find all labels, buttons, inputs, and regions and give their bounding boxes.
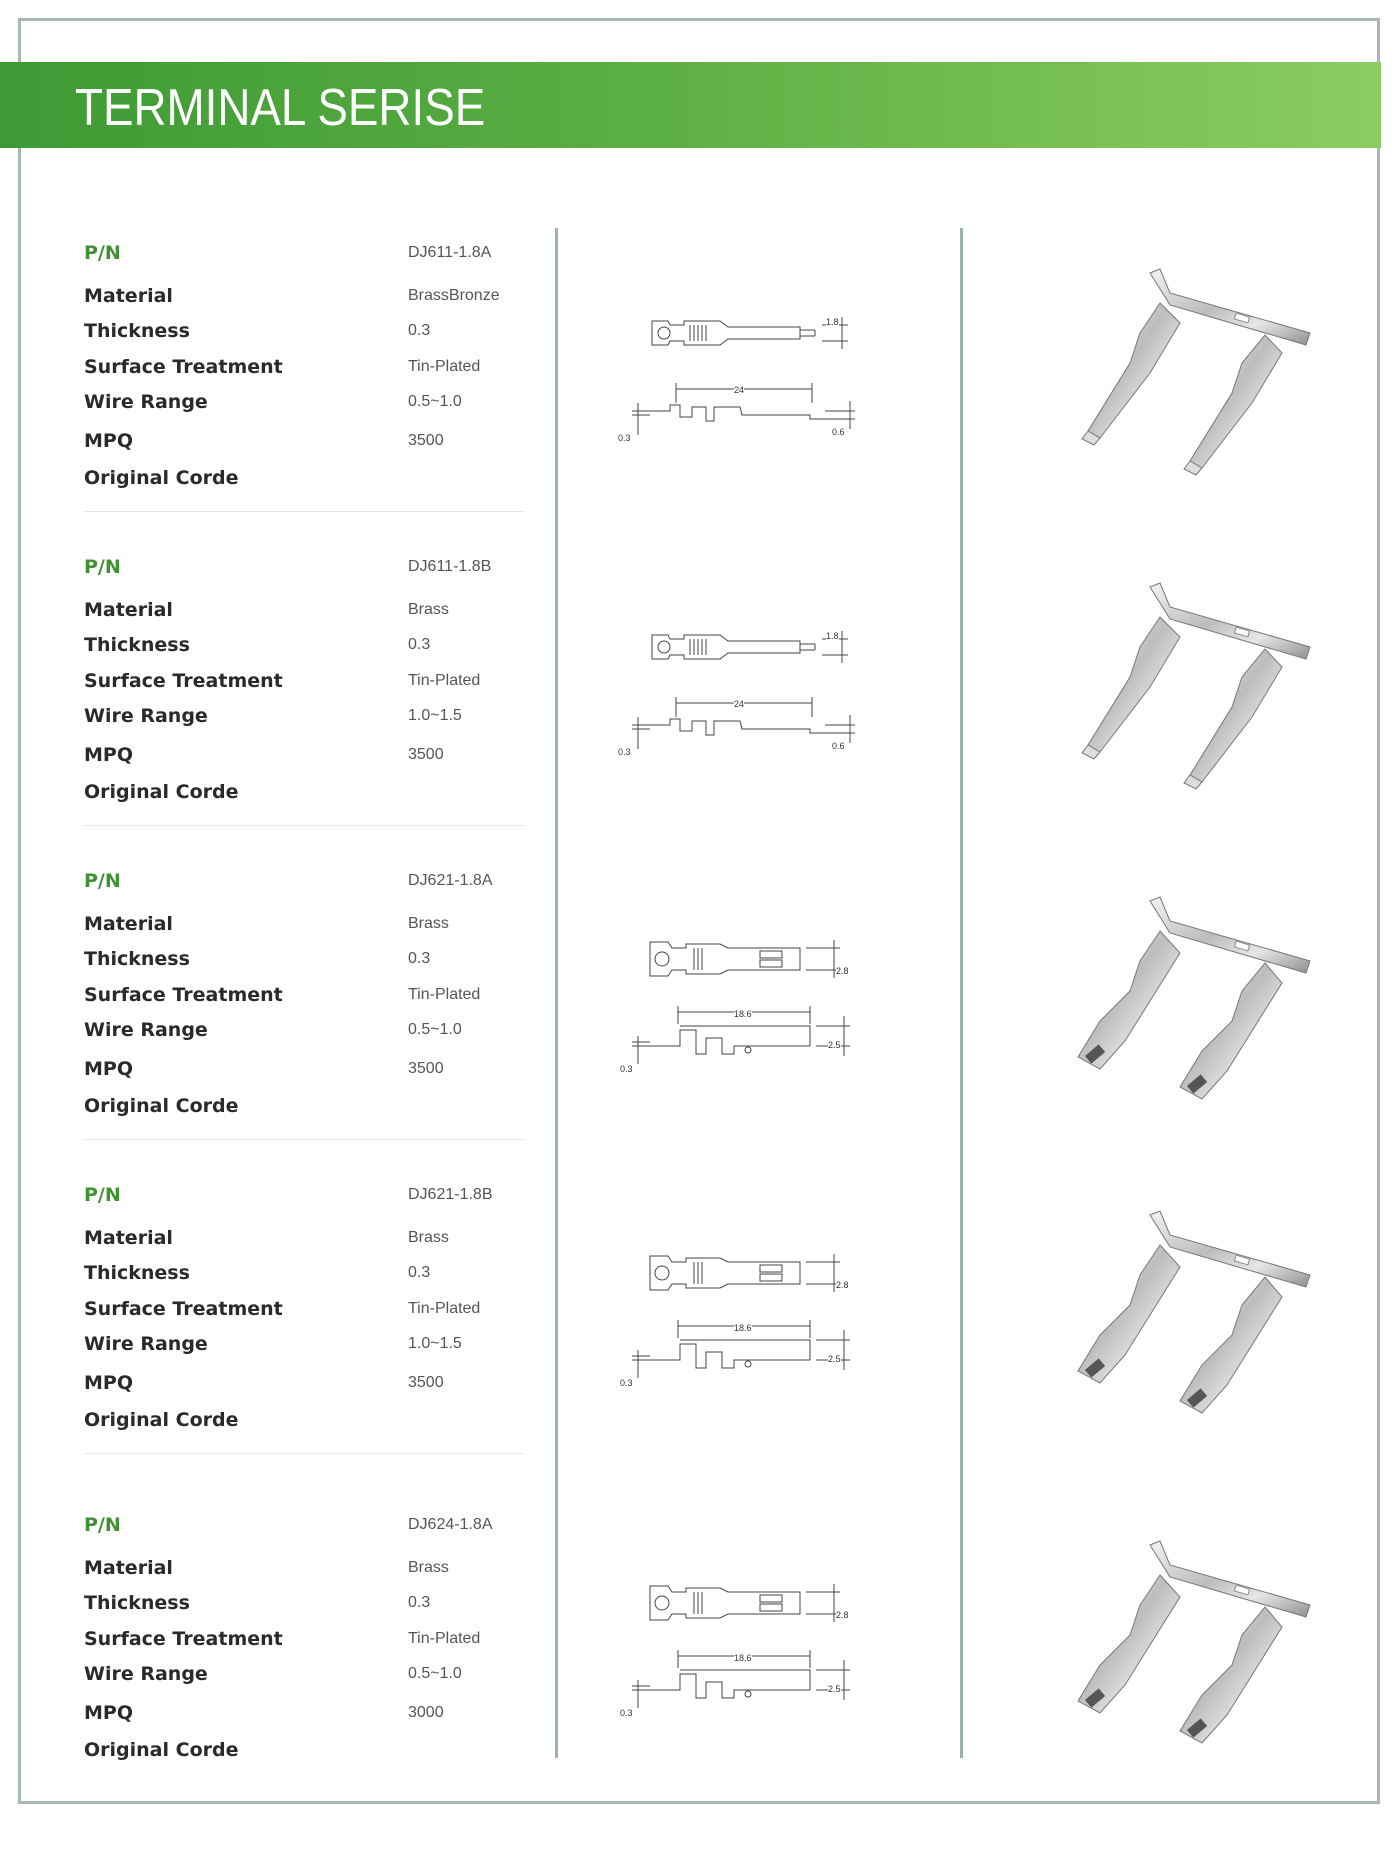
spec-label-pn: P/N <box>84 1184 121 1206</box>
spec-row-surface <box>84 1628 524 1652</box>
technical-drawing <box>610 926 910 1086</box>
spec-label-wire: Wire Range <box>84 391 208 413</box>
spec-value-mpq: 3500 <box>408 1374 444 1391</box>
spec-row-material <box>84 1557 524 1581</box>
spec-value-surface: Tin-Plated <box>408 1300 481 1317</box>
spec-row-surface <box>84 984 524 1008</box>
spec-row-orig <box>84 1409 524 1433</box>
product-photo <box>1020 1205 1320 1425</box>
dimension-label-length: 18.6 <box>734 1323 752 1333</box>
spec-row-orig <box>84 1739 524 1763</box>
spec-value-mpq: 3500 <box>408 746 444 763</box>
section-divider <box>84 1139 524 1140</box>
spec-label-orig: Original Corde <box>84 781 239 803</box>
spec-value-wire: 1.0~1.5 <box>408 1335 462 1352</box>
spec-value-wire: 1.0~1.5 <box>408 707 462 724</box>
spec-row-thickness <box>84 1592 524 1616</box>
spec-row-thickness <box>84 1262 524 1286</box>
spec-label-mpq: MPQ <box>84 430 133 452</box>
spec-row-orig <box>84 1095 524 1119</box>
spec-label-mpq: MPQ <box>84 1058 133 1080</box>
section-divider <box>84 511 524 512</box>
dimension-label-width: 2.8 <box>836 966 849 976</box>
spec-value-material: Brass <box>408 1559 449 1576</box>
dimension-label-height: 2.5 <box>828 1040 841 1050</box>
spec-value-mpq: 3500 <box>408 432 444 449</box>
spec-row-wire <box>84 391 524 415</box>
spec-row-thickness <box>84 634 524 658</box>
spec-value-thickness: 0.3 <box>408 636 431 653</box>
spec-label-material: Material <box>84 913 173 935</box>
spec-value-material: Brass <box>408 601 449 618</box>
dimension-label-thick: 0.3 <box>618 433 631 443</box>
spec-row-material <box>84 913 524 937</box>
spec-row-pn <box>84 1184 524 1208</box>
dimension-label-height: 0.6 <box>832 427 845 437</box>
spec-label-pn: P/N <box>84 242 121 264</box>
dimension-label-height: 2.5 <box>828 1354 841 1364</box>
spec-row-mpq <box>84 430 524 454</box>
product-photo <box>1020 1535 1320 1755</box>
spec-label-mpq: MPQ <box>84 1372 133 1394</box>
spec-row-mpq <box>84 1702 524 1726</box>
spec-row-pn <box>84 242 524 266</box>
spec-label-wire: Wire Range <box>84 705 208 727</box>
product-photo <box>1020 891 1320 1111</box>
spec-row-material <box>84 285 524 309</box>
dimension-label-length: 24 <box>734 699 745 709</box>
spec-row-surface <box>84 1298 524 1322</box>
spec-label-mpq: MPQ <box>84 744 133 766</box>
spec-label-orig: Original Corde <box>84 1739 239 1761</box>
spec-value-mpq: 3000 <box>408 1704 444 1721</box>
dimension-label-thick: 0.3 <box>620 1708 633 1718</box>
spec-value-thickness: 0.3 <box>408 950 431 967</box>
spec-value-pn: DJ621-1.8A <box>408 872 493 889</box>
spec-value-material: BrassBronze <box>408 287 500 304</box>
product-photo <box>1020 263 1320 483</box>
spec-row-thickness <box>84 948 524 972</box>
spec-label-wire: Wire Range <box>84 1333 208 1355</box>
spec-row-material <box>84 1227 524 1251</box>
technical-drawing <box>610 303 910 463</box>
section-divider <box>84 825 524 826</box>
spec-label-pn: P/N <box>84 556 121 578</box>
spec-value-material: Brass <box>408 915 449 932</box>
spec-row-orig <box>84 781 524 805</box>
spec-row-pn <box>84 556 524 580</box>
spec-row-mpq <box>84 1372 524 1396</box>
spec-value-mpq: 3500 <box>408 1060 444 1077</box>
spec-label-surface: Surface Treatment <box>84 1298 283 1320</box>
dimension-label-thick: 0.3 <box>618 747 631 757</box>
dimension-label-height: 0.6 <box>832 741 845 751</box>
dimension-label-length: 18.6 <box>734 1009 752 1019</box>
spec-label-mpq: MPQ <box>84 1702 133 1724</box>
dimension-label-length: 24 <box>734 385 745 395</box>
product-section <box>0 542 1400 856</box>
spec-label-material: Material <box>84 1227 173 1249</box>
dimension-label-width: 1.8 <box>826 631 839 641</box>
product-section <box>0 228 1400 542</box>
spec-row-surface <box>84 356 524 380</box>
spec-label-surface: Surface Treatment <box>84 984 283 1006</box>
spec-value-pn: DJ624-1.8A <box>408 1516 493 1533</box>
section-divider <box>84 1453 524 1454</box>
spec-row-mpq <box>84 1058 524 1082</box>
dimension-label-thick: 0.3 <box>620 1064 633 1074</box>
spec-row-orig <box>84 467 524 491</box>
spec-row-wire <box>84 705 524 729</box>
spec-label-thickness: Thickness <box>84 320 190 342</box>
spec-value-surface: Tin-Plated <box>408 1630 481 1647</box>
spec-value-wire: 0.5~1.0 <box>408 393 462 410</box>
spec-label-thickness: Thickness <box>84 1592 190 1614</box>
spec-value-thickness: 0.3 <box>408 322 431 339</box>
dimension-label-width: 2.8 <box>836 1610 849 1620</box>
dimension-label-width: 2.8 <box>836 1280 849 1290</box>
spec-value-surface: Tin-Plated <box>408 672 481 689</box>
product-section <box>0 856 1400 1170</box>
spec-label-orig: Original Corde <box>84 1095 239 1117</box>
spec-label-surface: Surface Treatment <box>84 356 283 378</box>
spec-label-wire: Wire Range <box>84 1663 208 1685</box>
spec-label-material: Material <box>84 1557 173 1579</box>
spec-label-material: Material <box>84 285 173 307</box>
spec-label-pn: P/N <box>84 870 121 892</box>
spec-value-surface: Tin-Plated <box>408 986 481 1003</box>
page-title: TERMINAL SERISE <box>75 79 486 137</box>
dimension-label-height: 2.5 <box>828 1684 841 1694</box>
spec-row-mpq <box>84 744 524 768</box>
technical-drawing <box>610 1240 910 1400</box>
spec-value-thickness: 0.3 <box>408 1594 431 1611</box>
spec-label-surface: Surface Treatment <box>84 1628 283 1650</box>
spec-row-wire <box>84 1333 524 1357</box>
spec-label-thickness: Thickness <box>84 948 190 970</box>
spec-value-wire: 0.5~1.0 <box>408 1665 462 1682</box>
product-section <box>0 1170 1400 1484</box>
spec-row-pn <box>84 1514 524 1538</box>
dimension-label-thick: 0.3 <box>620 1378 633 1388</box>
spec-value-pn: DJ611-1.8B <box>408 558 492 575</box>
spec-label-pn: P/N <box>84 1514 121 1536</box>
spec-label-orig: Original Corde <box>84 467 239 489</box>
spec-label-thickness: Thickness <box>84 1262 190 1284</box>
spec-label-orig: Original Corde <box>84 1409 239 1431</box>
spec-label-surface: Surface Treatment <box>84 670 283 692</box>
spec-value-thickness: 0.3 <box>408 1264 431 1281</box>
spec-row-surface <box>84 670 524 694</box>
spec-label-thickness: Thickness <box>84 634 190 656</box>
spec-value-wire: 0.5~1.0 <box>408 1021 462 1038</box>
spec-label-wire: Wire Range <box>84 1019 208 1041</box>
spec-value-surface: Tin-Plated <box>408 358 481 375</box>
product-photo <box>1020 577 1320 797</box>
spec-row-pn <box>84 870 524 894</box>
technical-drawing <box>610 617 910 777</box>
spec-row-material <box>84 599 524 623</box>
technical-drawing <box>610 1570 910 1730</box>
dimension-label-width: 1.8 <box>826 317 839 327</box>
spec-value-pn: DJ621-1.8B <box>408 1186 493 1203</box>
spec-row-thickness <box>84 320 524 344</box>
spec-row-wire <box>84 1663 524 1687</box>
spec-label-material: Material <box>84 599 173 621</box>
spec-value-material: Brass <box>408 1229 449 1246</box>
spec-row-wire <box>84 1019 524 1043</box>
product-section <box>0 1500 1400 1814</box>
dimension-label-length: 18.6 <box>734 1653 752 1663</box>
spec-value-pn: DJ611-1.8A <box>408 244 492 261</box>
